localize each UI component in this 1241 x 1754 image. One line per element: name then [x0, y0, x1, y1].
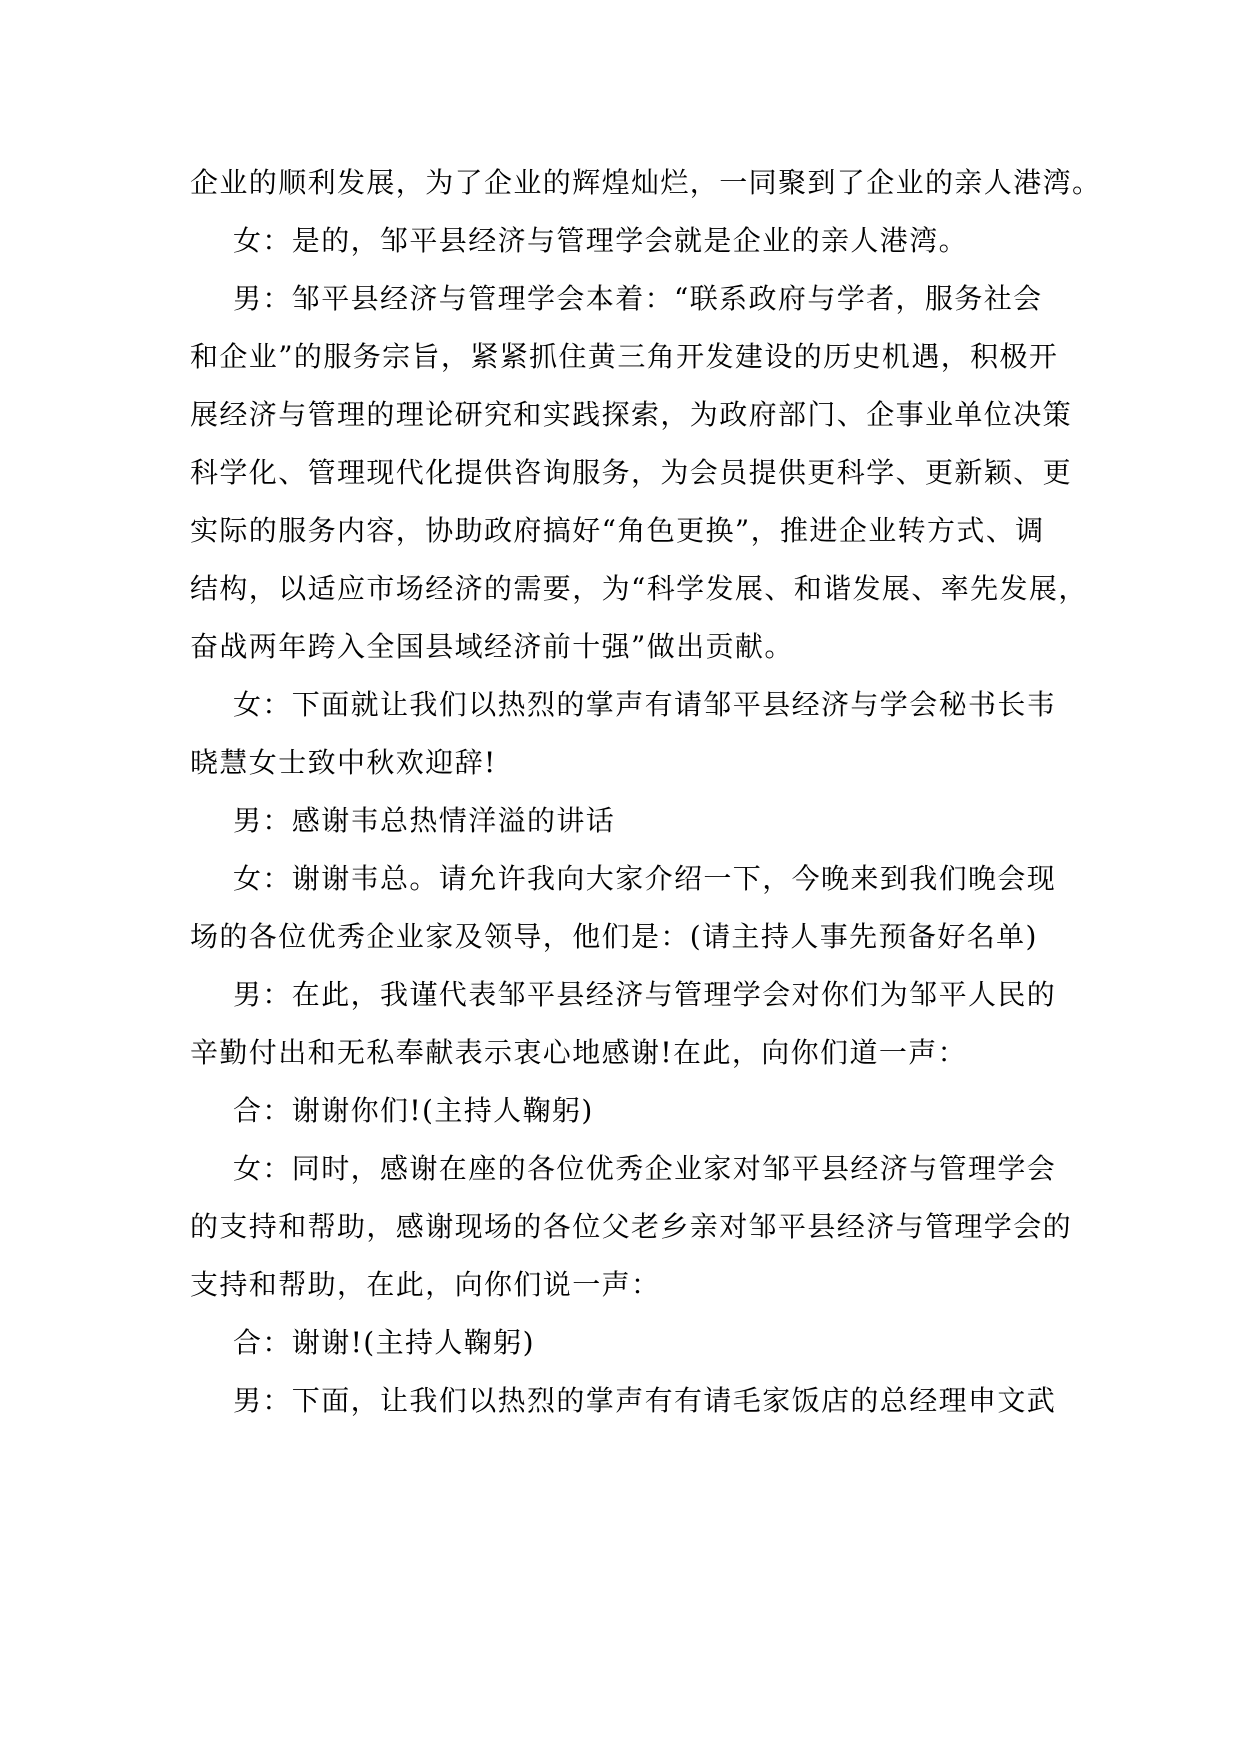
- text-line: 实际的服务内容，协助政府搞好“角色更换”，推进企业转方式、调: [190, 514, 1045, 547]
- text-line: 的支持和帮助，感谢现场的各位父老乡亲对邹平县经济与管理学会的: [190, 1210, 1073, 1243]
- document-page: [190, 154, 1102, 1430]
- text-line: 科学化、管理现代化提供咨询服务，为会员提供更科学、更新颖、更: [190, 456, 1073, 489]
- text-line: 女：同时，感谢在座的各位优秀企业家对邹平县经济与管理学会: [233, 1152, 1057, 1185]
- text-line: 晓慧女士致中秋欢迎辞!: [190, 746, 497, 779]
- text-line: 场的各位优秀企业家及领导，他们是：(请主持人事先预备好名单): [190, 920, 1038, 953]
- text-line: 男：下面，让我们以热烈的掌声有有请毛家饭店的总经理申文武: [233, 1384, 1057, 1417]
- text-line: 男：邹平县经济与管理学会本着：“联系政府与学者，服务社会: [233, 282, 1043, 315]
- text-line: 女：下面就让我们以热烈的掌声有请邹平县经济与学会秘书长韦: [233, 688, 1057, 721]
- text-line: 企业的顺利发展，为了企业的辉煌灿烂，一同聚到了企业的亲人港湾。: [190, 166, 1102, 199]
- text-line: 女：谢谢韦总。请允许我向大家介绍一下，今晚来到我们晚会现: [233, 862, 1057, 895]
- text-line: 合：谢谢你们!(主持人鞠躬): [233, 1094, 594, 1127]
- text-line: 辛勤付出和无私奉献表示衷心地感谢!在此，向你们道一声：: [190, 1036, 968, 1069]
- text-line: 奋战两年跨入全国县域经济前十强”做出贡献。: [190, 630, 794, 663]
- text-line: 女：是的，邹平县经济与管理学会就是企业的亲人港湾。: [233, 224, 969, 257]
- text-line: 和企业”的服务宗旨，紧紧抓住黄三角开发建设的历史机遇，积极开: [190, 340, 1059, 373]
- text-line: 合：谢谢!(主持人鞠躬): [233, 1326, 535, 1359]
- text-line: 支持和帮助，在此，向你们说一声：: [190, 1268, 661, 1301]
- text-line: 展经济与管理的理论研究和实践探索，为政府部门、企事业单位决策: [190, 398, 1073, 431]
- text-line: 男：在此，我谨代表邹平县经济与管理学会对你们为邹平人民的: [233, 978, 1057, 1011]
- text-line: 男：感谢韦总热情洋溢的讲话: [233, 804, 616, 837]
- text-line: 结构，以适应市场经济的需要，为“科学发展、和谐发展、率先发展，: [190, 572, 1088, 605]
